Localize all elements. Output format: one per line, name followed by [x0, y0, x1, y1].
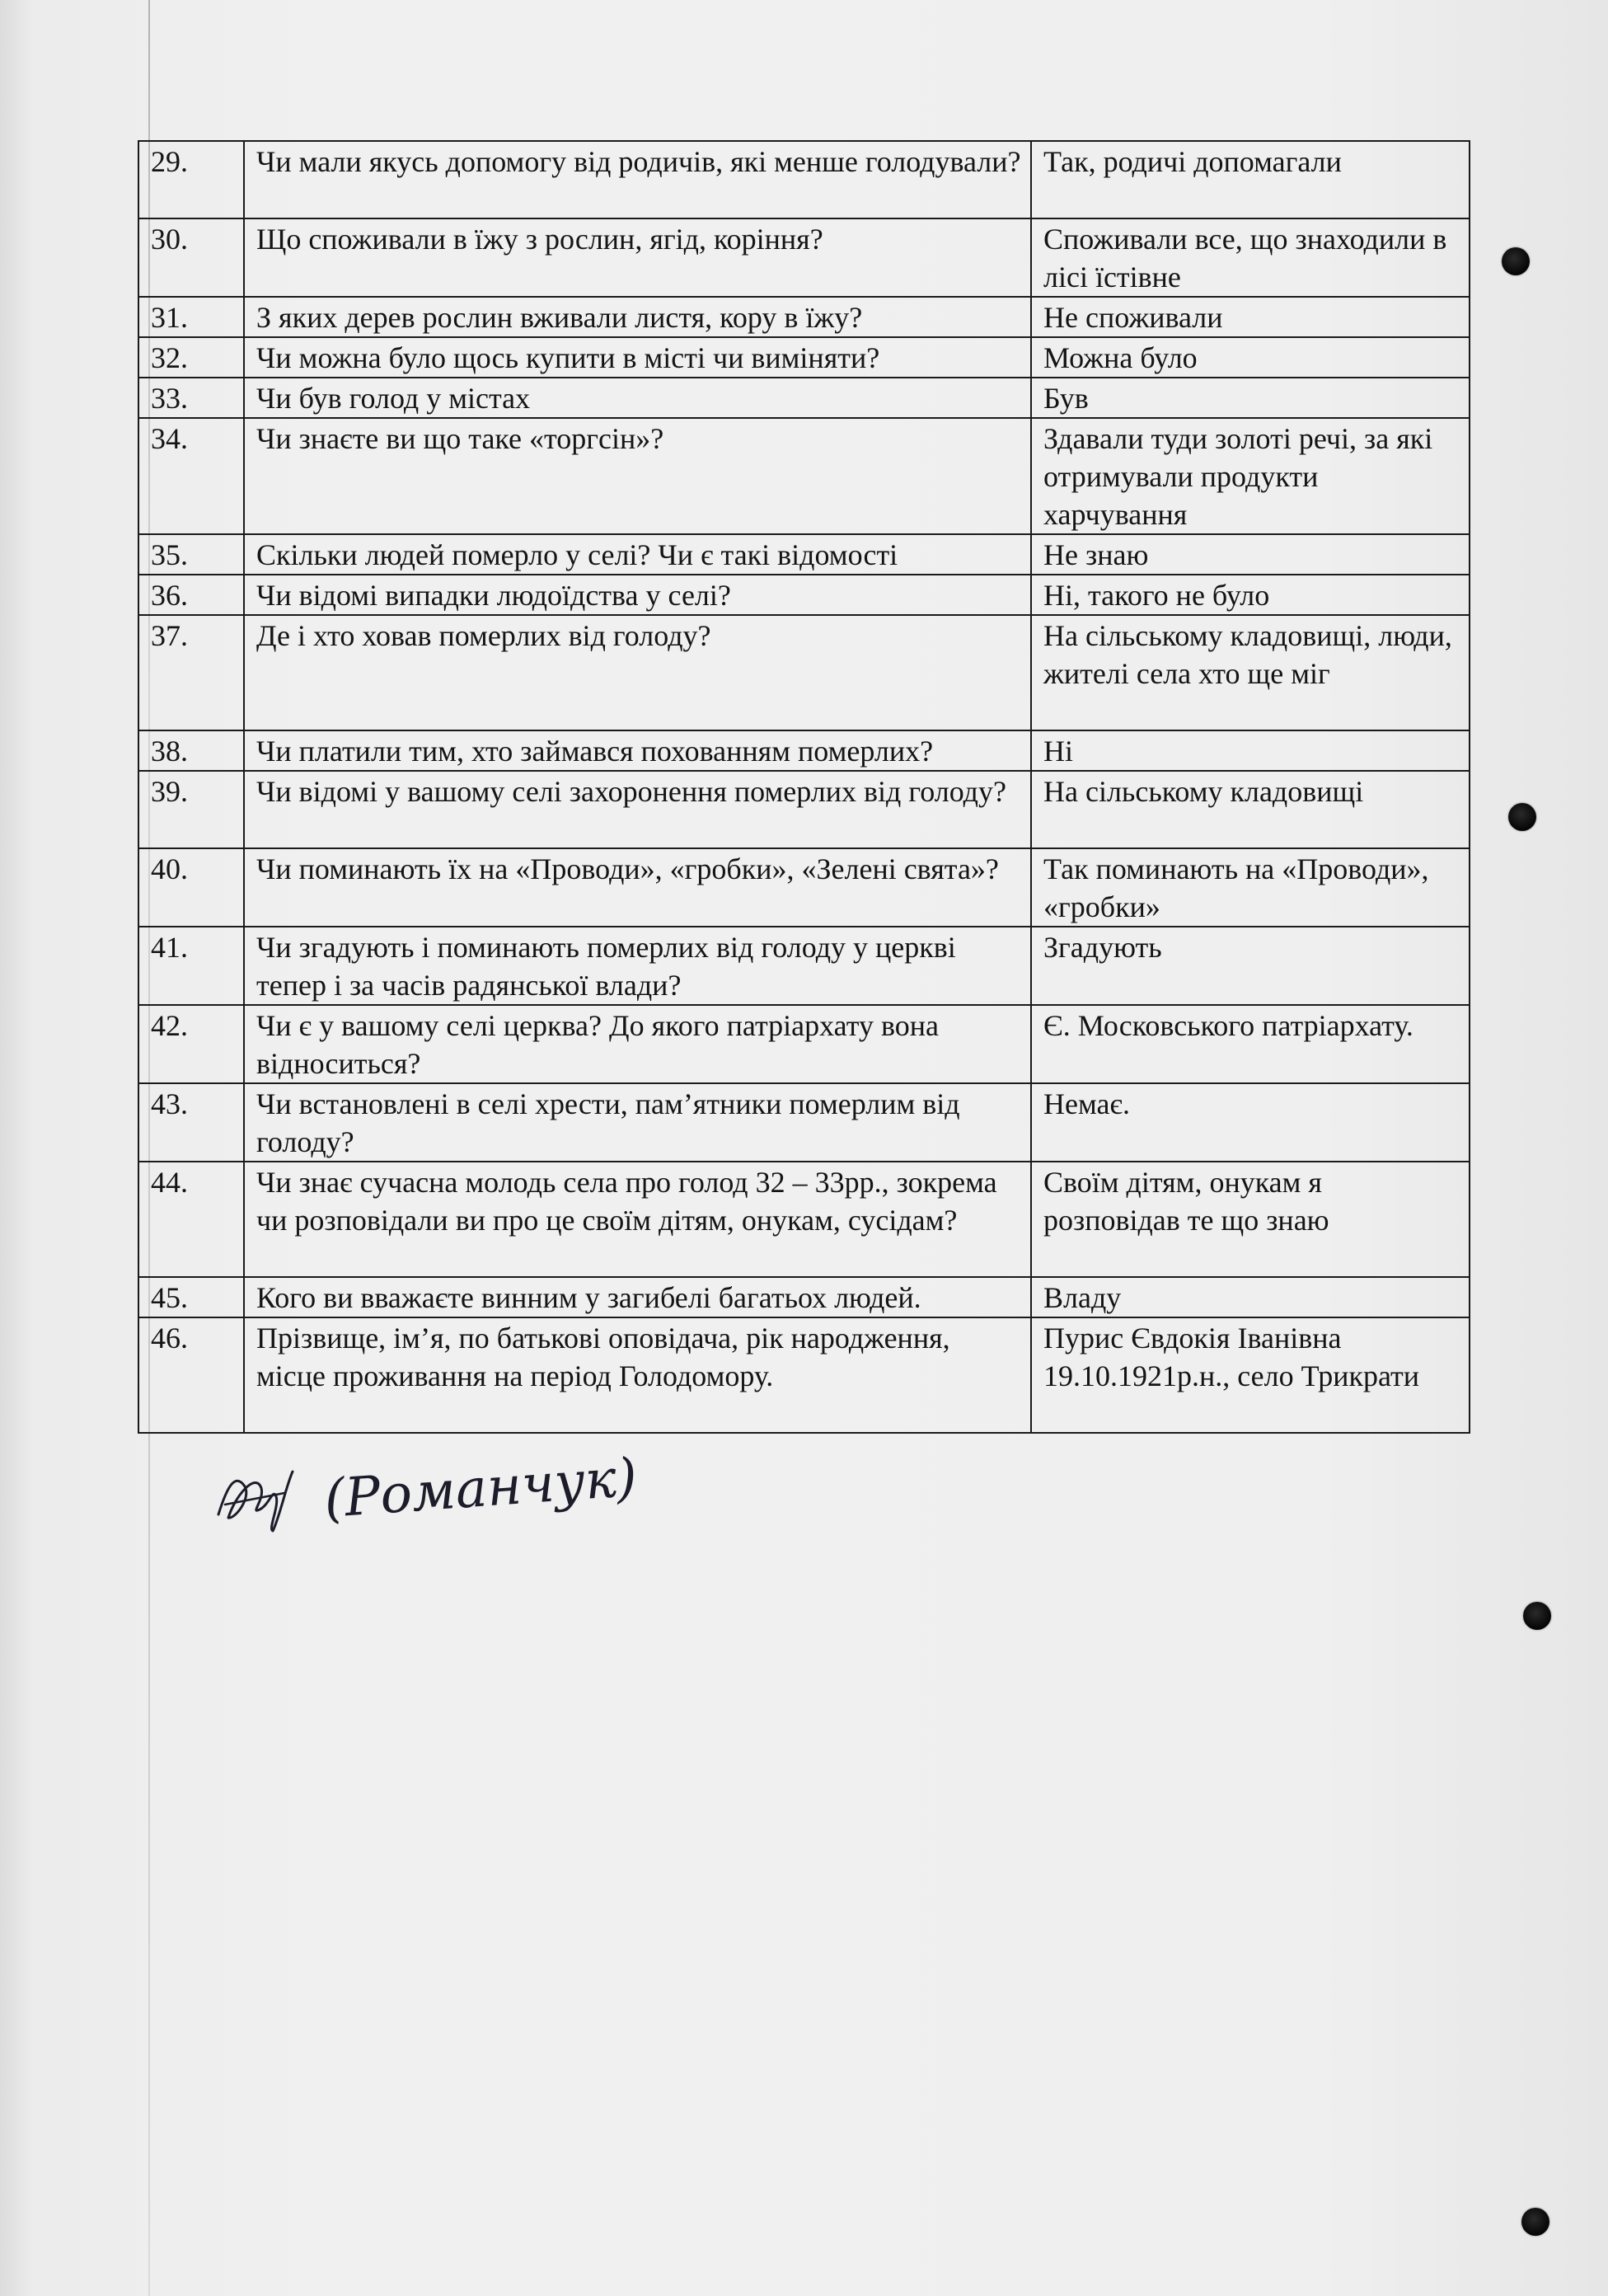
table-row: [138, 615, 1470, 730]
question-text: Чи є у вашому селі церква? До якого патріархату вона відноситься?: [244, 1005, 1031, 1083]
punch-hole: [1502, 247, 1530, 275]
question-number: 41.: [138, 927, 244, 1005]
table-row: [138, 297, 1470, 337]
questionnaire-table: [138, 140, 1470, 1434]
table-row: [138, 848, 1470, 927]
answer-text: Так поминають на «Проводи», «гробки»: [1031, 848, 1470, 927]
question-text: Прізвище, ім’я, по батькові оповідача, рік народження, місце проживання на період Голодомору.: [244, 1317, 1031, 1433]
answer-text: Споживали все, що знаходили в лісі їстівне: [1031, 218, 1470, 297]
answer-text: Своїм дітям, онукам я розповідав те що знаю: [1031, 1162, 1470, 1277]
question-number: 39.: [138, 771, 244, 848]
punch-hole: [1523, 1602, 1551, 1630]
signature-name: (Романчук): [321, 1447, 640, 1530]
answer-text: На сільському кладовищі: [1031, 771, 1470, 848]
question-number: 43.: [138, 1083, 244, 1162]
handwritten-signature: [210, 1439, 640, 1554]
answer-text: Можна було: [1031, 337, 1470, 378]
punch-hole: [1521, 2208, 1549, 2236]
question-number: 31.: [138, 297, 244, 337]
answer-text: Не знаю: [1031, 534, 1470, 575]
question-number: 37.: [138, 615, 244, 730]
question-number: 38.: [138, 730, 244, 771]
table-row: [138, 418, 1470, 534]
question-text: Скільки людей померло у селі? Чи є такі відомості: [244, 534, 1031, 575]
question-number: 30.: [138, 218, 244, 297]
question-number: 45.: [138, 1277, 244, 1317]
question-number: 44.: [138, 1162, 244, 1277]
question-number: 32.: [138, 337, 244, 378]
question-text: Чи знає сучасна молодь села про голод 32 – 33рр., зокрема чи розповідали ви про це своїм дітям, онукам, сусідам?: [244, 1162, 1031, 1277]
question-number: 42.: [138, 1005, 244, 1083]
question-text: Чи відомі випадки людоїдства у селі?: [244, 575, 1031, 615]
answer-text: Здавали туди золоті речі, за які отримували продукти харчування: [1031, 418, 1470, 534]
question-text: Чи знаєте ви що таке «торгсін»?: [244, 418, 1031, 534]
table-row: [138, 141, 1470, 218]
question-number: 29.: [138, 141, 244, 218]
question-text: Чи поминають їх на «Проводи», «гробки», «Зелені свята»?: [244, 848, 1031, 927]
answer-text: Згадують: [1031, 927, 1470, 1005]
table-row: [138, 771, 1470, 848]
answer-text: Пурис Євдокія Іванівна 19.10.1921р.н., село Трикрати: [1031, 1317, 1470, 1433]
question-text: З яких дерев рослин вживали листя, кору в їжу?: [244, 297, 1031, 337]
table-row: [138, 1317, 1470, 1433]
question-text: Де і хто ховав померлих від голоду?: [244, 615, 1031, 730]
table-row: [138, 1005, 1470, 1083]
question-number: 33.: [138, 378, 244, 418]
punch-hole: [1508, 803, 1536, 831]
answer-text: Ні: [1031, 730, 1470, 771]
question-text: Чи можна було щось купити в місті чи виміняти?: [244, 337, 1031, 378]
question-text: Чи платили тим, хто займався похованням померлих?: [244, 730, 1031, 771]
answer-text: Є. Московського патріархату.: [1031, 1005, 1470, 1083]
table-row: [138, 218, 1470, 297]
question-text: Чи мали якусь допомогу від родичів, які менше голодували?: [244, 141, 1031, 218]
table-row: [138, 378, 1470, 418]
question-text: Що споживали в їжу з рослин, ягід, коріння?: [244, 218, 1031, 297]
answer-text: Немає.: [1031, 1083, 1470, 1162]
answer-text: Не споживали: [1031, 297, 1470, 337]
answer-text: Був: [1031, 378, 1470, 418]
answer-text: Ні, такого не було: [1031, 575, 1470, 615]
question-number: 40.: [138, 848, 244, 927]
table-row: [138, 1277, 1470, 1317]
question-number: 36.: [138, 575, 244, 615]
question-text: Чи відомі у вашому селі захоронення померлих від голоду?: [244, 771, 1031, 848]
answer-text: Владу: [1031, 1277, 1470, 1317]
question-text: Кого ви вважаєте винним у загибелі багатьох людей.: [244, 1277, 1031, 1317]
table-row: [138, 575, 1470, 615]
table-row: [138, 730, 1470, 771]
question-number: 34.: [138, 418, 244, 534]
question-text: Чи встановлені в селі хрести, пам’ятники померлим від голоду?: [244, 1083, 1031, 1162]
question-text: Чи був голод у містах: [244, 378, 1031, 418]
answer-text: На сільському кладовищі, люди, жителі села хто ще міг: [1031, 615, 1470, 730]
table-row: [138, 1083, 1470, 1162]
table-row: [138, 337, 1470, 378]
question-text: Чи згадують і поминають померлих від голоду у церкві тепер і за часів радянської влади?: [244, 927, 1031, 1005]
question-number: 35.: [138, 534, 244, 575]
table-row: [138, 927, 1470, 1005]
question-number: 46.: [138, 1317, 244, 1433]
answer-text: Так, родичі допомагали: [1031, 141, 1470, 218]
table-row: [138, 1162, 1470, 1277]
table-row: [138, 534, 1470, 575]
